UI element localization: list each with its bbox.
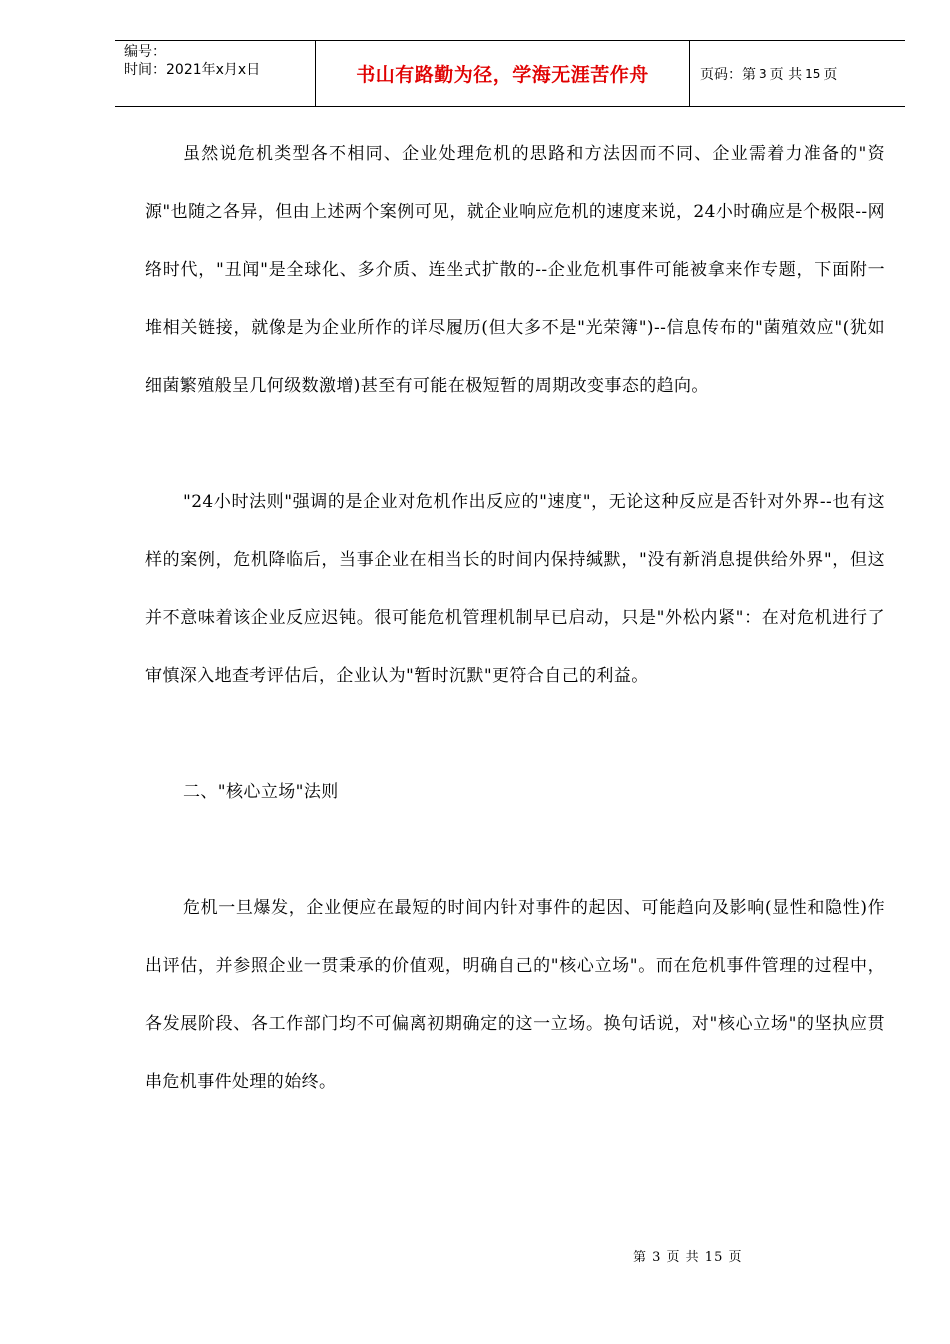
page-header xyxy=(115,40,905,107)
paragraph-3: 危机一旦爆发，企业便应在最短的时间内针对事件的起因、可能趋向及影响(显性和隐性)作出评估，并参照企业一贯秉承的价值观，明确自己的"核心立场"。而在危机事件管理的过程中，各发展阶段、各工作部门均不可偏离初期确定的这一立场。换句话说，对"核心立场"的坚执应贯串危机事件处理的始终。 xyxy=(145,898,885,1092)
motto-text: 书山有路勤为径，学海无涯苦作舟 xyxy=(356,64,649,86)
paragraph-1: 虽然说危机类型各不相同、企业处理危机的思路和方法因而不同、企业需着力准备的"资源"也随之各异，但由上述两个案例可见，就企业响应危机的速度来说，24小时确应是个极限--网络时代，"丑闻"是全球化、多介质、连坐式扩散的--企业危机事件可能被拿来作专题，下面附一堆相关链接，就像是为企业所作的详尽履历(但大多不是"光荣簿")--信息传布的"菌殖效应"(犹如细菌繁殖般呈几何级数激增)甚至有可能在极短暂的周期改变事态的趋向。 xyxy=(145,144,885,396)
page-prefix: 页码：第 xyxy=(700,66,756,83)
serial-label: 编号： xyxy=(124,44,166,60)
page-suffix: 页 xyxy=(823,66,838,83)
page-total: 15 xyxy=(805,66,821,81)
header-page-cell xyxy=(690,41,905,106)
header-motto-cell xyxy=(316,41,690,106)
time-label: 时间：2021年x月x日 xyxy=(124,62,261,78)
page-mid: 页 共 xyxy=(769,66,803,83)
document-body xyxy=(145,125,885,1111)
page-footer: 第 3 页 共 15 页 xyxy=(633,1250,743,1265)
paragraph-2: "24小时法则"强调的是企业对危机作出反应的"速度"，无论这种反应是否针对外界--也有这样的案例，危机降临后，当事企业在相当长的时间内保持缄默，"没有新消息提供给外界"，但这并不意味着该企业反应迟钝。很可能危机管理机制早已启动，只是"外松内紧"：在对危机进行了审慎深入地查考评估后，企业认为"暂时沉默"更符合自己的利益。 xyxy=(145,492,885,686)
page-current: 3 xyxy=(759,66,767,81)
header-meta-cell xyxy=(115,41,316,106)
section-heading: 二、"核心立场"法则 xyxy=(183,782,339,802)
